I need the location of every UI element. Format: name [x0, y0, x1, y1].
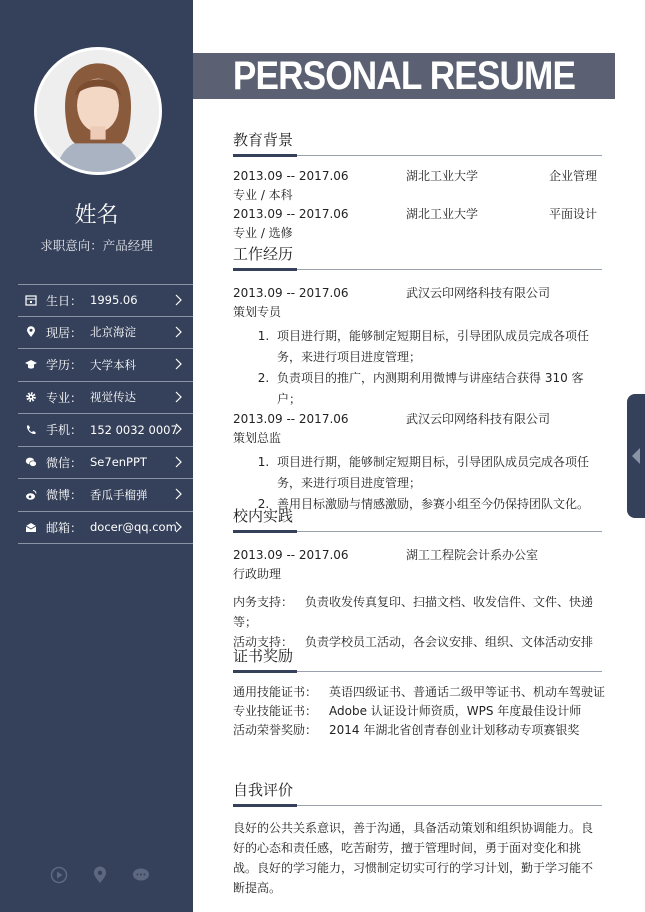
list-item: 2. 负责项目的推广，内测期利用微博与讲座结合获得 310 客户； [273, 368, 602, 410]
section-title: 自我评价 [233, 781, 294, 799]
period: 2013.09 -- 2017.06 [233, 169, 349, 183]
cert-label: 活动荣誉奖励： [233, 723, 318, 737]
section-divider [233, 268, 602, 271]
personal-info-list [18, 284, 193, 544]
info-label: 微博： [46, 488, 83, 503]
info-label: 生日： [46, 293, 83, 308]
section-title: 校内实践 [233, 507, 294, 525]
section-divider [233, 530, 602, 533]
info-value: 大学本科 [90, 357, 136, 372]
campus-entry-header [233, 546, 602, 565]
info-label: 学历： [46, 358, 83, 373]
chevron-right-icon [175, 488, 183, 500]
sidebar [0, 0, 193, 912]
info-row-residence[interactable] [18, 317, 193, 350]
page-title: PERSONAL RESUME [232, 54, 576, 98]
info-label: 现居： [46, 325, 83, 340]
role-text: 策划总监 [233, 431, 282, 445]
role [233, 429, 602, 448]
chevron-right-icon [175, 521, 183, 533]
chevron-right-icon [175, 456, 183, 468]
degree [233, 186, 602, 205]
self-evaluation-section [233, 780, 602, 898]
school: 湖北工业大学 [406, 169, 479, 183]
chat-icon[interactable] [132, 866, 150, 884]
weibo-icon [22, 488, 40, 502]
info-row-weibo[interactable] [18, 479, 193, 512]
education-section [233, 130, 602, 243]
chevron-right-icon [175, 391, 183, 403]
info-label: 微信： [46, 455, 83, 470]
section-divider [233, 804, 602, 807]
candidate-name: 姓名 [74, 203, 119, 228]
info-row-birthday[interactable] [18, 284, 193, 317]
info-label: 手机： [46, 423, 83, 438]
cert-item [233, 683, 606, 702]
section-title: 教育背景 [233, 131, 294, 149]
cert-text: 2014 年湖北省创青春创业计划移动专项赛银奖 [329, 723, 580, 737]
duty-label: 活动支持： [233, 635, 294, 649]
section-title: 工作经历 [233, 245, 294, 263]
education-entry [233, 205, 602, 224]
list-item: 1. 项目进行期，能够制定短期目标，引导团队成员完成各项任务，来进行项目进度管理； [273, 452, 602, 494]
duty-text: 负责学校员工活动，各会议安排、组织、文体活动安排 [305, 635, 594, 649]
degree-text: 专业 / 本科 [233, 188, 293, 202]
info-value: 北京海淀 [90, 325, 136, 340]
period: 2013.09 -- 2017.06 [233, 412, 349, 426]
work-entry-header [233, 284, 602, 303]
phone-icon [22, 423, 40, 437]
duty-item [233, 592, 602, 632]
campus-section [233, 506, 602, 652]
organization: 湖工工程院会计系办公室 [406, 548, 539, 562]
work-items [253, 326, 602, 410]
role-text: 行政助理 [233, 567, 282, 581]
location-pin-icon [22, 325, 40, 339]
list-item: 1. 项目进行期，能够制定短期目标，引导团队成员完成各项任务，来进行项目进度管理； [273, 326, 602, 368]
duty-label: 内务支持： [233, 595, 294, 609]
wechat-icon [22, 455, 40, 469]
info-label: 专业： [46, 390, 83, 405]
gear-icon [22, 390, 40, 404]
info-label: 邮箱： [46, 520, 83, 535]
info-row-phone[interactable] [18, 414, 193, 447]
cert-text: 英语四级证书、普通话二级甲等证书、机动车驾驶证 [329, 685, 606, 699]
period: 2013.09 -- 2017.06 [233, 548, 349, 562]
info-row-major[interactable] [18, 382, 193, 415]
certificates-section [233, 646, 606, 740]
cert-label: 通用技能证书： [233, 685, 318, 699]
info-value: 1995.06 [90, 293, 138, 308]
work-entry-header [233, 410, 602, 429]
self-evaluation-text: 良好的公共关系意识，善于沟通，具备活动策划和组织协调能力。良好的心态和责任感，吃苦耐劳，擅于管理时间，勇于面对变化和挑战。良好的学习能力，习惯制定切实可行的学习计划，勤于学习能不断提高。 [233, 821, 594, 895]
map-pin-icon[interactable] [91, 866, 109, 884]
footer-icons [50, 866, 150, 884]
education-entry [233, 167, 602, 186]
info-value: 152 0032 0007 [90, 422, 178, 437]
major: 企业管理 [549, 169, 598, 183]
cert-text: Adobe 认证设计师资质，WPS 年度最佳设计师 [329, 704, 582, 718]
calendar-icon [22, 293, 40, 307]
info-row-email[interactable] [18, 512, 193, 545]
period: 2013.09 -- 2017.06 [233, 286, 349, 300]
section-title: 证书奖励 [233, 647, 294, 665]
section-divider [233, 670, 602, 673]
role [233, 303, 602, 322]
period: 2013.09 -- 2017.06 [233, 207, 349, 221]
company: 武汉云印网络科技有限公司 [406, 412, 551, 426]
duty-text: 负责收发传真复印、扫描文档、收发信件、文件、快递等； [233, 595, 594, 629]
role [233, 565, 602, 584]
cert-item [233, 702, 602, 721]
major: 平面设计 [549, 207, 598, 221]
degree-text: 专业 / 选修 [233, 226, 293, 240]
info-value: Se7enPPT [90, 455, 147, 470]
chevron-right-icon [175, 294, 183, 306]
graduation-cap-icon [22, 358, 40, 372]
info-row-wechat[interactable] [18, 447, 193, 480]
info-value: 香瓜手榴弹 [90, 487, 148, 502]
chevron-right-icon [175, 358, 183, 370]
play-icon[interactable] [50, 866, 68, 884]
chevron-right-icon [175, 423, 183, 435]
info-row-education[interactable] [18, 349, 193, 382]
info-value: docer@qq.com [90, 520, 177, 535]
section-divider [233, 154, 602, 157]
mail-icon [22, 520, 40, 534]
cert-item [233, 721, 602, 740]
company: 武汉云印网络科技有限公司 [406, 286, 551, 300]
cert-label: 专业技能证书： [233, 704, 318, 718]
role-text: 策划专员 [233, 305, 282, 319]
work-section [233, 244, 602, 515]
list-item: 2. 善用目标激励与情感激励，参赛小组至今仍保持团队文化。 [273, 494, 602, 515]
degree [233, 224, 602, 243]
side-collapse-tab[interactable] [627, 394, 645, 518]
job-intent: 求职意向：产品经理 [40, 238, 153, 253]
chevron-right-icon [175, 326, 183, 338]
arrow-left-icon [632, 448, 640, 464]
school: 湖北工业大学 [406, 207, 479, 221]
info-value: 视觉传达 [90, 390, 136, 405]
avatar [34, 47, 162, 175]
